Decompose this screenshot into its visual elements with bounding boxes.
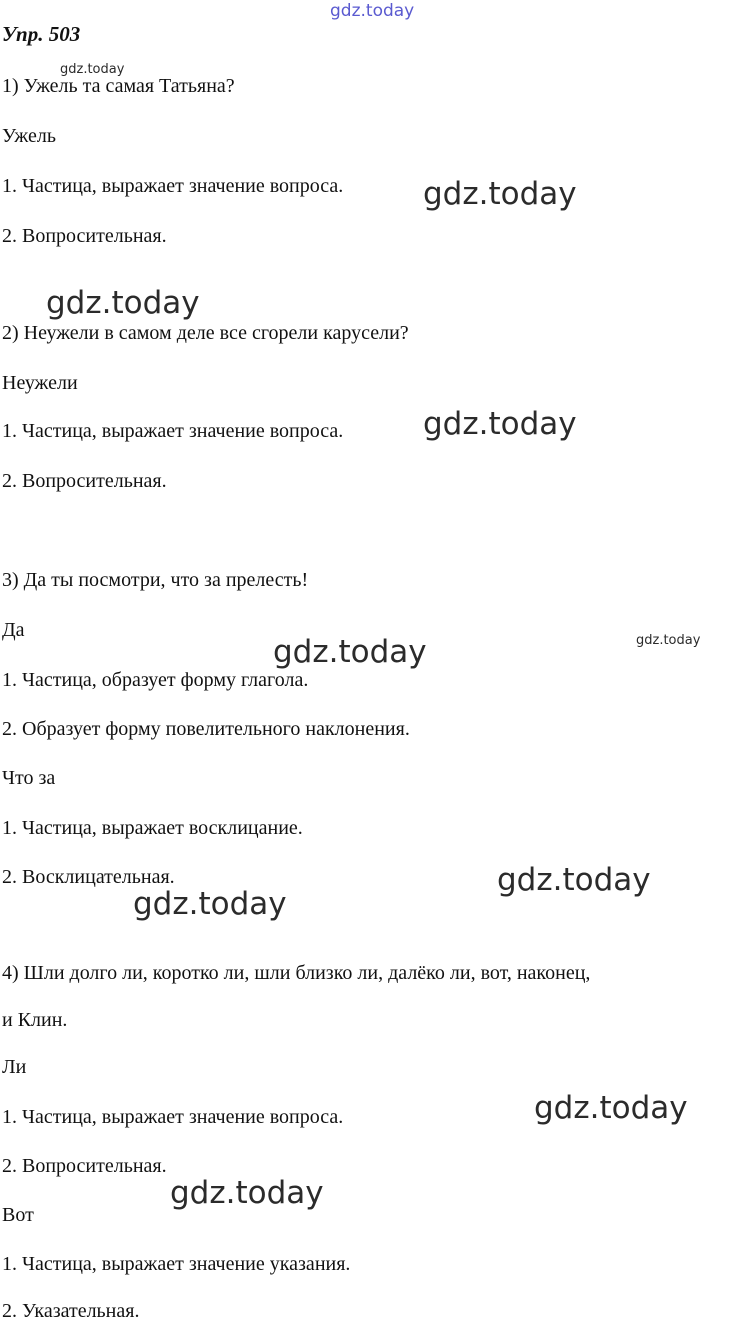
analysis-line: 2. Образует форму повелительного наклонения. bbox=[2, 718, 410, 740]
analysis-line: 2. Указательная. bbox=[2, 1300, 140, 1322]
analysis-line: 1. Частица, выражает значение вопроса. bbox=[2, 175, 344, 197]
sentence-1: 1) Ужель та самая Татьяна? bbox=[2, 75, 235, 97]
analysis-line: 1. Частица, выражает восклицание. bbox=[2, 817, 303, 839]
sentence-2: 2) Неужели в самом деле все сгорели карусели? bbox=[2, 322, 409, 344]
analysis-line: 2. Вопросительная. bbox=[2, 470, 167, 492]
analysis-line: 1. Частица, выражает значение указания. bbox=[2, 1253, 351, 1275]
analysis-line: 1. Частица, выражает значение вопроса. bbox=[2, 420, 344, 442]
watermark: gdz.today bbox=[423, 176, 577, 212]
particle-da: Да bbox=[2, 619, 25, 641]
watermark: gdz.today bbox=[330, 1, 415, 21]
watermark: gdz.today bbox=[636, 633, 701, 648]
analysis-line: 2. Восклицательная. bbox=[2, 866, 175, 888]
analysis-line: 2. Вопросительная. bbox=[2, 225, 167, 247]
particle-ujel: Ужель bbox=[2, 125, 56, 147]
analysis-line: 1. Частица, выражает значение вопроса. bbox=[2, 1106, 344, 1128]
particle-li: Ли bbox=[2, 1056, 27, 1078]
watermark: gdz.today bbox=[170, 1175, 324, 1211]
watermark: gdz.today bbox=[133, 886, 287, 922]
particle-vot: Вот bbox=[2, 1204, 34, 1226]
analysis-line: 2. Вопросительная. bbox=[2, 1155, 167, 1177]
watermark: gdz.today bbox=[423, 406, 577, 442]
watermark: gdz.today bbox=[60, 62, 125, 77]
particle-chto-za: Что за bbox=[2, 767, 56, 789]
watermark: gdz.today bbox=[497, 862, 651, 898]
exercise-title: Упр. 503 bbox=[2, 22, 81, 46]
particle-neuzheli: Неужели bbox=[2, 372, 78, 394]
watermark: gdz.today bbox=[273, 634, 427, 670]
watermark: gdz.today bbox=[534, 1090, 688, 1126]
watermark: gdz.today bbox=[46, 285, 200, 321]
sentence-3: 3) Да ты посмотри, что за прелесть! bbox=[2, 569, 309, 591]
sentence-4: 4) Шли долго ли, коротко ли, шли близко ли, далёко ли, вот, наконец, bbox=[2, 962, 591, 984]
sentence-4-continuation: и Клин. bbox=[2, 1009, 68, 1031]
analysis-line: 1. Частица, образует форму глагола. bbox=[2, 669, 309, 691]
